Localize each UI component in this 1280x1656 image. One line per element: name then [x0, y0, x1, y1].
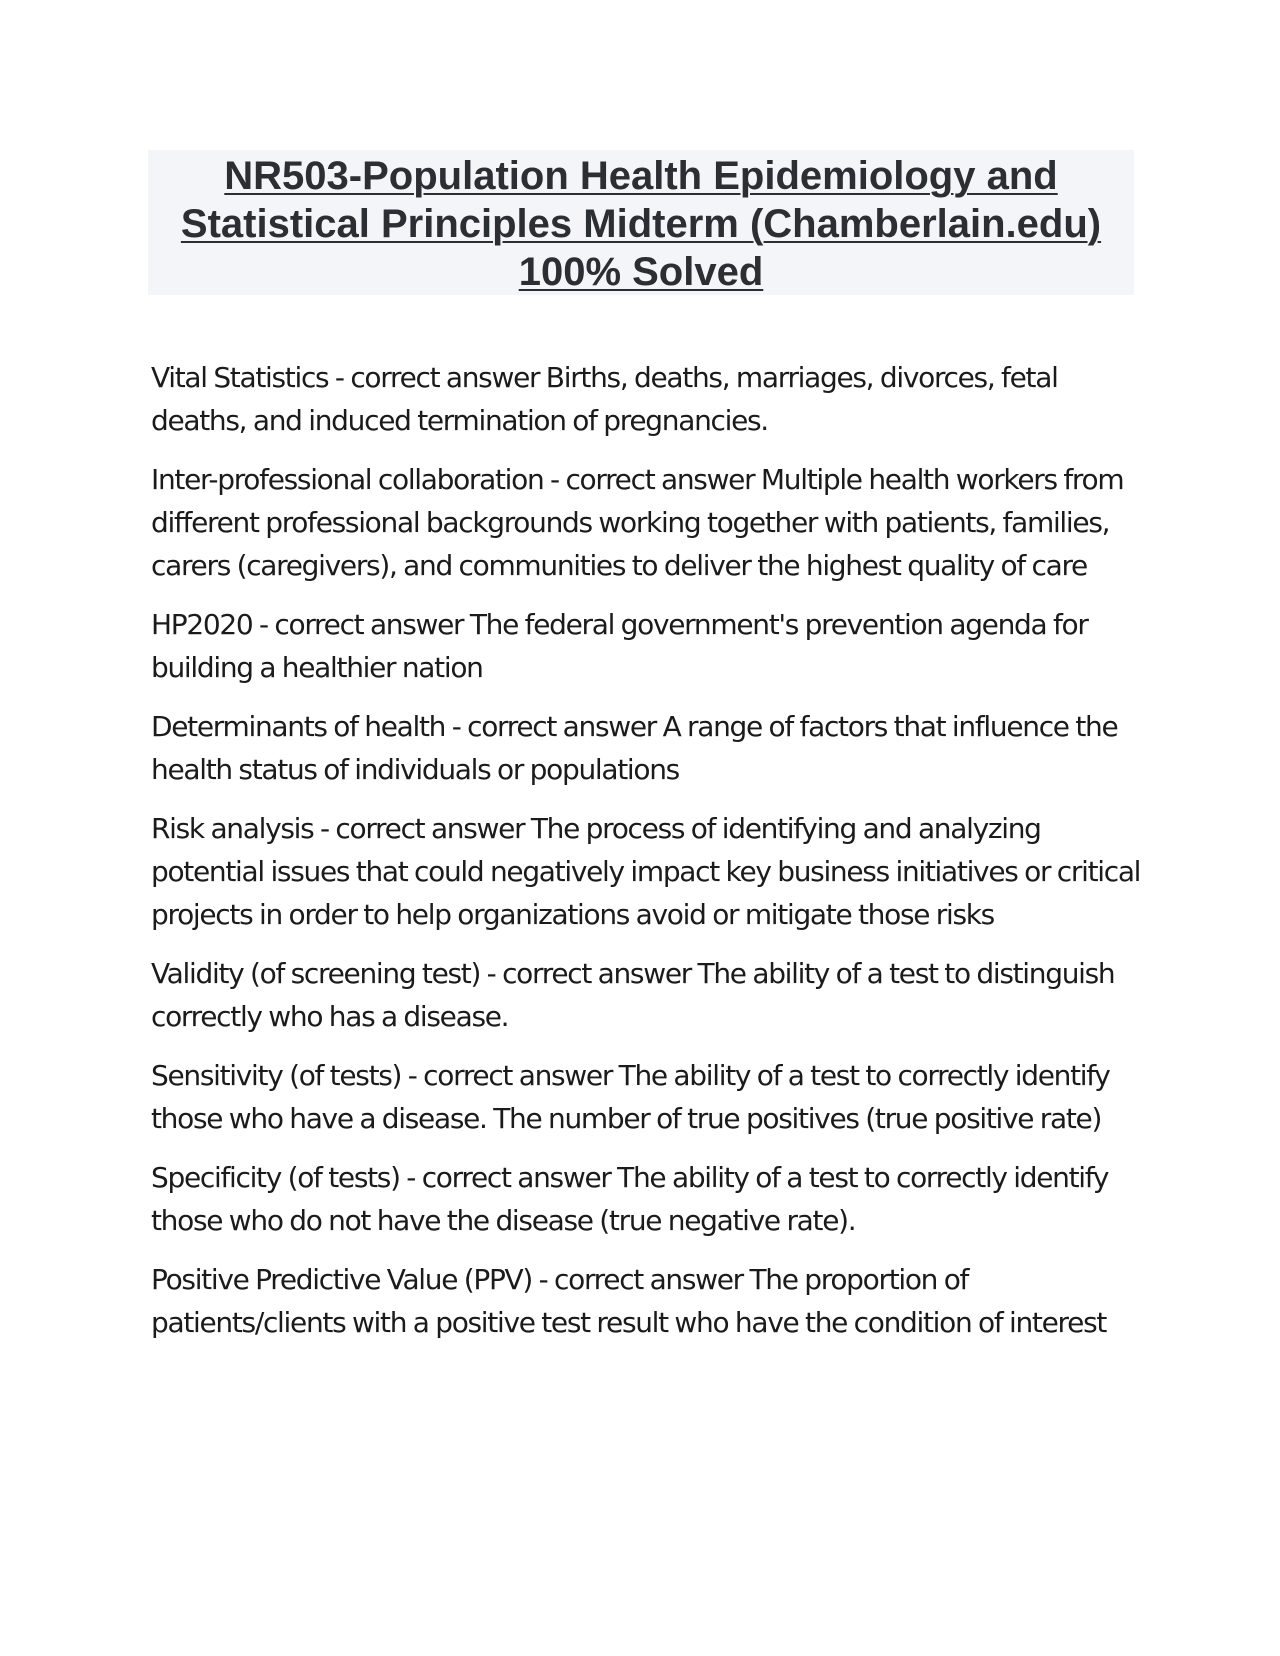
flashcard-entry: Validity (of screening test) - correct answer The ability of a test to distinguish correctly who has a disease.: [151, 957, 1115, 1033]
flashcard-entry: HP2020 - correct answer The federal government's prevention agenda for building a healthier nation: [151, 608, 1088, 684]
flashcard-entry: Determinants of health - correct answer A range of factors that influence the health status of individuals or populations: [151, 710, 1118, 786]
flashcard-entry: Inter-professional collaboration - correct answer Multiple health workers from different professional backgrounds working together with patients, families, carers (caregivers), and communities to deliver the highest quality of care: [151, 463, 1124, 582]
document-title: NR503-Population Health Epidemiology and Statistical Principles Midterm (Chamberlain.edu) 100% Solved: [180, 154, 1102, 294]
flashcard-entry: Vital Statistics - correct answer Births, deaths, marriages, divorces, fetal deaths, and induced termination of pregnancies.: [151, 361, 1058, 437]
flashcard-entry: Risk analysis - correct answer The process of identifying and analyzing potential issues that could negatively impact key business initiatives or critical projects in order to help organizations avoid or mitigate those risks: [151, 812, 1141, 931]
flashcard-entry: Positive Predictive Value (PPV) - correct answer The proportion of patients/clients with a positive test result who have the condition of interest: [151, 1263, 1107, 1339]
flashcard-entry: Specificity (of tests) - correct answer The ability of a test to correctly identify those who do not have the disease (true negative rate).: [151, 1161, 1109, 1237]
title-banner: [148, 150, 1134, 295]
flashcard-entry: Sensitivity (of tests) - correct answer The ability of a test to correctly identify those who have a disease. The number of true positives (true positive rate): [151, 1059, 1110, 1135]
flashcard-list: [151, 356, 1141, 1360]
